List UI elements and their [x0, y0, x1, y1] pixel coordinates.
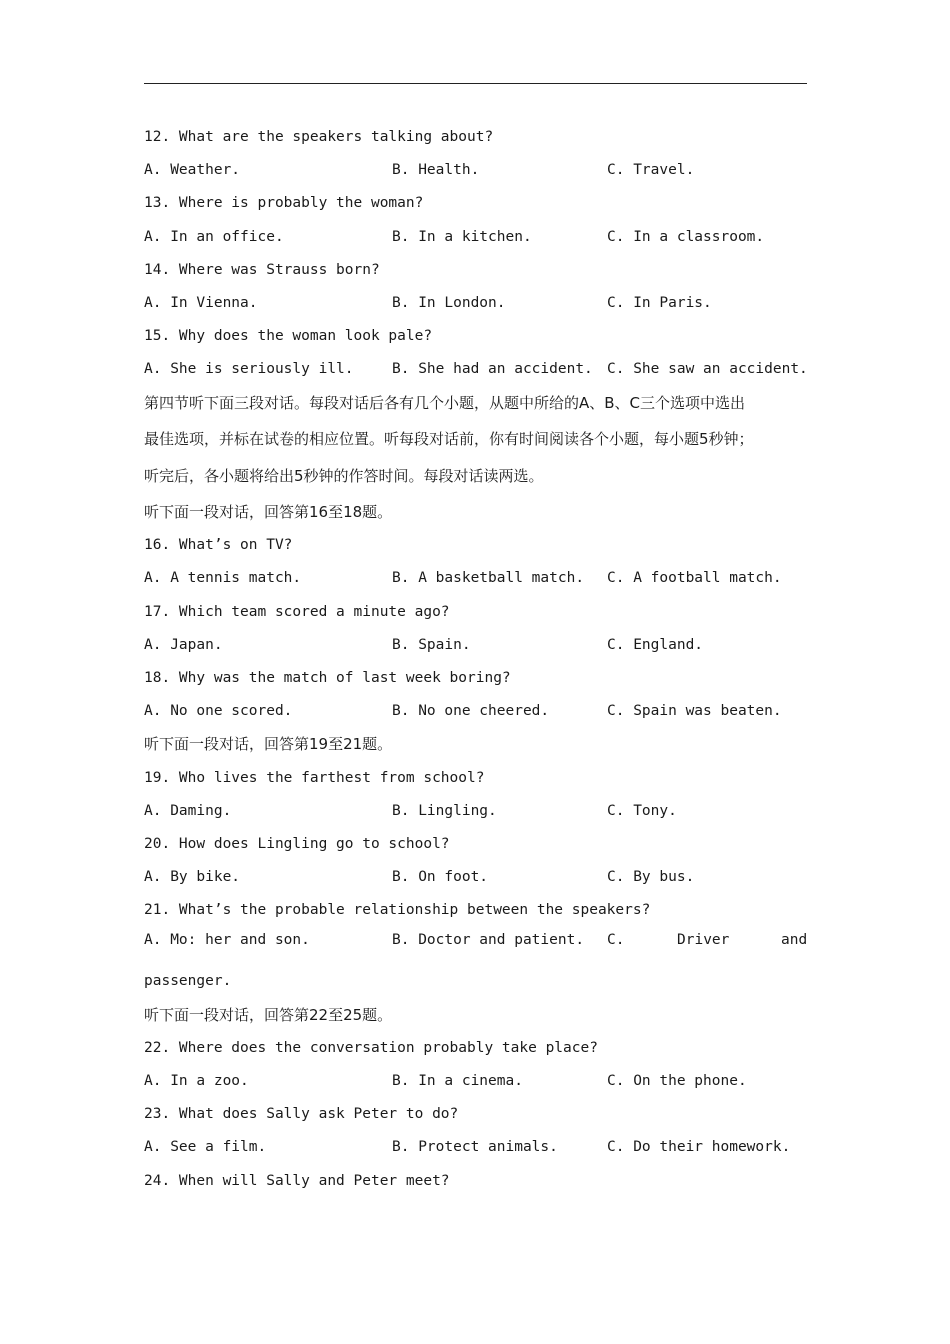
- question-12: 12. What are the speakers talking about?: [144, 129, 494, 145]
- section4-instructions-line3: 听完后，各小题将给出5秒钟的作答时间。每段对话读两选。: [144, 466, 544, 485]
- option-a: A. By bike.: [144, 869, 241, 886]
- options-23: [144, 1136, 814, 1169]
- options-15: [144, 358, 814, 391]
- option-c-continuation: passenger.: [144, 973, 232, 990]
- question-13: 13. Where is probably the woman?: [144, 195, 424, 212]
- options-17: [144, 634, 814, 667]
- dialogue-intro-16-18: 听下面一段对话，回答第16至18题。: [144, 503, 393, 521]
- question-14: 14. Where was Strauss born?: [144, 261, 380, 278]
- question-16: 16. What’s on TV?: [144, 537, 293, 554]
- section4-instructions-line1: 第四节听下面三段对话。每段对话后各有几个小题，从题中所给的A、B、C三个选项中选出: [144, 393, 746, 412]
- option-c: C. Tony.: [607, 802, 677, 819]
- options-21: [144, 932, 814, 970]
- option-c: C.: [607, 932, 625, 949]
- option-b: B. A basketball match.: [392, 570, 585, 587]
- options-22: [144, 1070, 814, 1103]
- question-18: 18. Why was the match of last week boring?: [144, 669, 511, 686]
- option-b: B. In a cinema.: [392, 1073, 523, 1089]
- dialogue-intro-22-25: 听下面一段对话，回答第22至25题。: [144, 1005, 393, 1024]
- option-b: B. In a kitchen.: [392, 228, 532, 245]
- option-c: C. On the phone.: [607, 1073, 747, 1089]
- options-13: [144, 226, 814, 259]
- option-c: C. Spain was beaten.: [607, 703, 782, 720]
- option-b: B. No one cheered.: [392, 703, 550, 720]
- option-a: A. See a film.: [144, 1139, 267, 1156]
- option-a: A. She is seriously ill.: [144, 361, 354, 378]
- question-22: 22. Where does the conversation probably take place?: [144, 1039, 598, 1056]
- option-b: B. Protect animals.: [392, 1139, 558, 1156]
- option-a: A. In Vienna.: [144, 294, 258, 311]
- dialogue-intro-19-21: 听下面一段对话，回答第19至21题。: [144, 735, 393, 754]
- option-c: C. In a classroom.: [607, 228, 765, 245]
- option-b: B. Lingling.: [392, 802, 497, 819]
- option-c: C. A football match.: [607, 570, 782, 587]
- option-c: C. Travel.: [607, 162, 695, 179]
- option-a: A. Daming.: [144, 802, 232, 819]
- question-15: 15. Why does the woman look pale?: [144, 328, 433, 345]
- options-12: [144, 159, 814, 192]
- option-a: A. Japan.: [144, 636, 223, 653]
- option-a: A. A tennis match.: [144, 570, 302, 587]
- question-23: 23. What does Sally ask Peter to do?: [144, 1106, 459, 1123]
- options-18: [144, 700, 814, 733]
- options-16: [144, 567, 814, 600]
- options-14: [144, 292, 814, 325]
- exam-page: [144, 126, 814, 1203]
- options-19: [144, 800, 814, 833]
- option-b: B. She had an accident.: [392, 361, 593, 378]
- question-20: 20. How does Lingling go to school?: [144, 835, 450, 852]
- header-rule: [144, 83, 807, 84]
- option-c: C. In Paris.: [607, 294, 712, 311]
- question-19: 19. Who lives the farthest from school?: [144, 769, 485, 786]
- options-20: [144, 866, 814, 899]
- section4-instructions-line2: 最佳选项，并标在试卷的相应位置。听每段对话前，你有时间阅读各个小题，每小题5秒钟；: [144, 430, 754, 448]
- question-24: 24. When will Sally and Peter meet?: [144, 1172, 450, 1189]
- option-a: A. Weather.: [144, 162, 241, 179]
- option-a: A. Mo: her and son.: [144, 932, 310, 949]
- option-c: C. By bus.: [607, 869, 695, 886]
- option-b: B. Spain.: [392, 636, 471, 653]
- option-c-word1: Driver: [677, 932, 730, 949]
- option-c: C. Do their homework.: [607, 1139, 791, 1156]
- question-17: 17. Which team scored a minute ago?: [144, 603, 450, 620]
- option-b: B. Health.: [392, 162, 480, 179]
- option-c: C. She saw an accident.: [607, 361, 808, 378]
- option-b: B. Doctor and patient.: [392, 932, 585, 949]
- option-c-word2: and: [781, 932, 808, 949]
- option-a: A. In an office.: [144, 228, 284, 245]
- option-a: A. No one scored.: [144, 703, 293, 720]
- option-a: A. In a zoo.: [144, 1073, 249, 1089]
- option-b: B. In London.: [392, 294, 506, 311]
- option-b: B. On foot.: [392, 869, 489, 886]
- option-c: C. England.: [607, 636, 704, 653]
- question-21: 21. What’s the probable relationship between the speakers?: [144, 902, 651, 919]
